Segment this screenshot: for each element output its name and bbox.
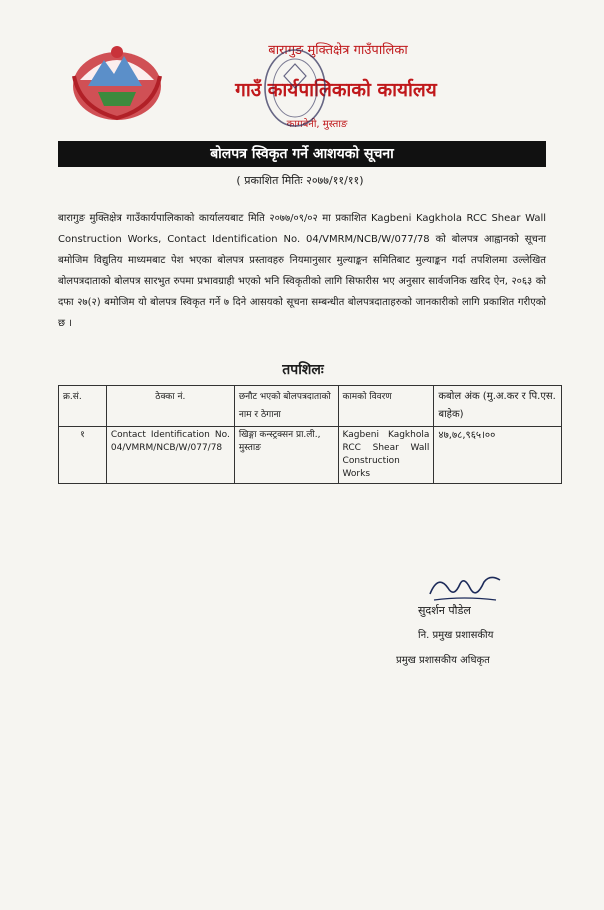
signatory-title-2: प्रमुख प्रशासकीय अधिकृत	[396, 655, 490, 666]
table-header-row	[59, 386, 562, 427]
cell-bidder: खिङ्गा कन्स्ट्रक्सन प्रा.ली., मुस्ताङ	[234, 427, 338, 484]
signatory-name: सुदर्शन पौडेल	[418, 604, 471, 617]
office-address: कागबेनी, मुस्ताङ	[286, 119, 348, 130]
details-table	[58, 385, 562, 484]
header-work-description: कामको विवरण	[338, 386, 434, 427]
office-seal-icon	[262, 46, 328, 130]
office-name: गाउँ कार्यपालिकाको कार्यालय	[235, 79, 437, 101]
signatory-title: नि. प्रमुख प्रशासकीय	[418, 630, 494, 641]
publish-date: ( प्रकाशित मितिः २०७७/११/११)	[236, 174, 364, 187]
table-row	[59, 427, 562, 484]
signature-icon	[424, 570, 504, 606]
header-bid-amount: कबोल अंक (मु.अ.कर र पि.एस. बाहेक)	[434, 386, 562, 427]
cell-bid-amount: ४७,७८,९६५।००	[434, 427, 562, 484]
notice-title-banner: बोलपत्र स्विकृत गर्ने आशयको सूचना	[58, 141, 546, 167]
header-bidder: छनौट भएको बोलपत्रदाताको नाम र ठेगाना	[234, 386, 338, 427]
table-heading: तपशिलः	[282, 362, 324, 378]
nepal-emblem-icon	[68, 36, 166, 122]
header-serial: क्र.सं.	[59, 386, 107, 427]
header-contract-no: ठेक्का नं.	[106, 386, 234, 427]
cell-work-description: Kagbeni Kagkhola RCC Shear Wall Construction Works	[338, 427, 434, 484]
notice-body: बारागुङ मुक्तिक्षेत्र गाउँकार्यपालिकाको कार्यालयबाट मिति २०७७/०९/०२ मा प्रकाशित Kagbeni Kagkhola RCC Shear Wall Construction Works, Contact Identification No. 04/VMRM/NCB/W/077/78 को बोलपत्र आह्वानको सूचना बमोजिम विद्युतिय माध्यमबाट पेश भएका बोलपत्र प्रस्तावहरु नियमानुसार मुल्याङ्कन समितिबाट मुल्याङ्कन गर्दा तपशिलमा उल्लेखित बोलपत्रदाताको बोलपत्र सारभुत रुपमा प्रभावग्राही भएको भनि स्विकृतीको लागि सिफारीस भए अनुसार सार्वजनिक खरिद ऐन, २०६३ को दफा २७(२) बमोजिम यो बोलपत्र स्विकृत गर्ने ७ दिने आसयको सूचना सम्बन्धीत बोलपत्रदाताहरुको जानकारीको लागि प्रकाशित गरीएको छ ।	[58, 213, 546, 329]
cell-contract-no: Contact Identification No. 04/VMRM/NCB/W/077/78	[106, 427, 234, 484]
cell-serial: १	[59, 427, 107, 484]
municipality-name: बारागुङ मुक्तिक्षेत्र गाउँपालिका	[268, 43, 408, 58]
